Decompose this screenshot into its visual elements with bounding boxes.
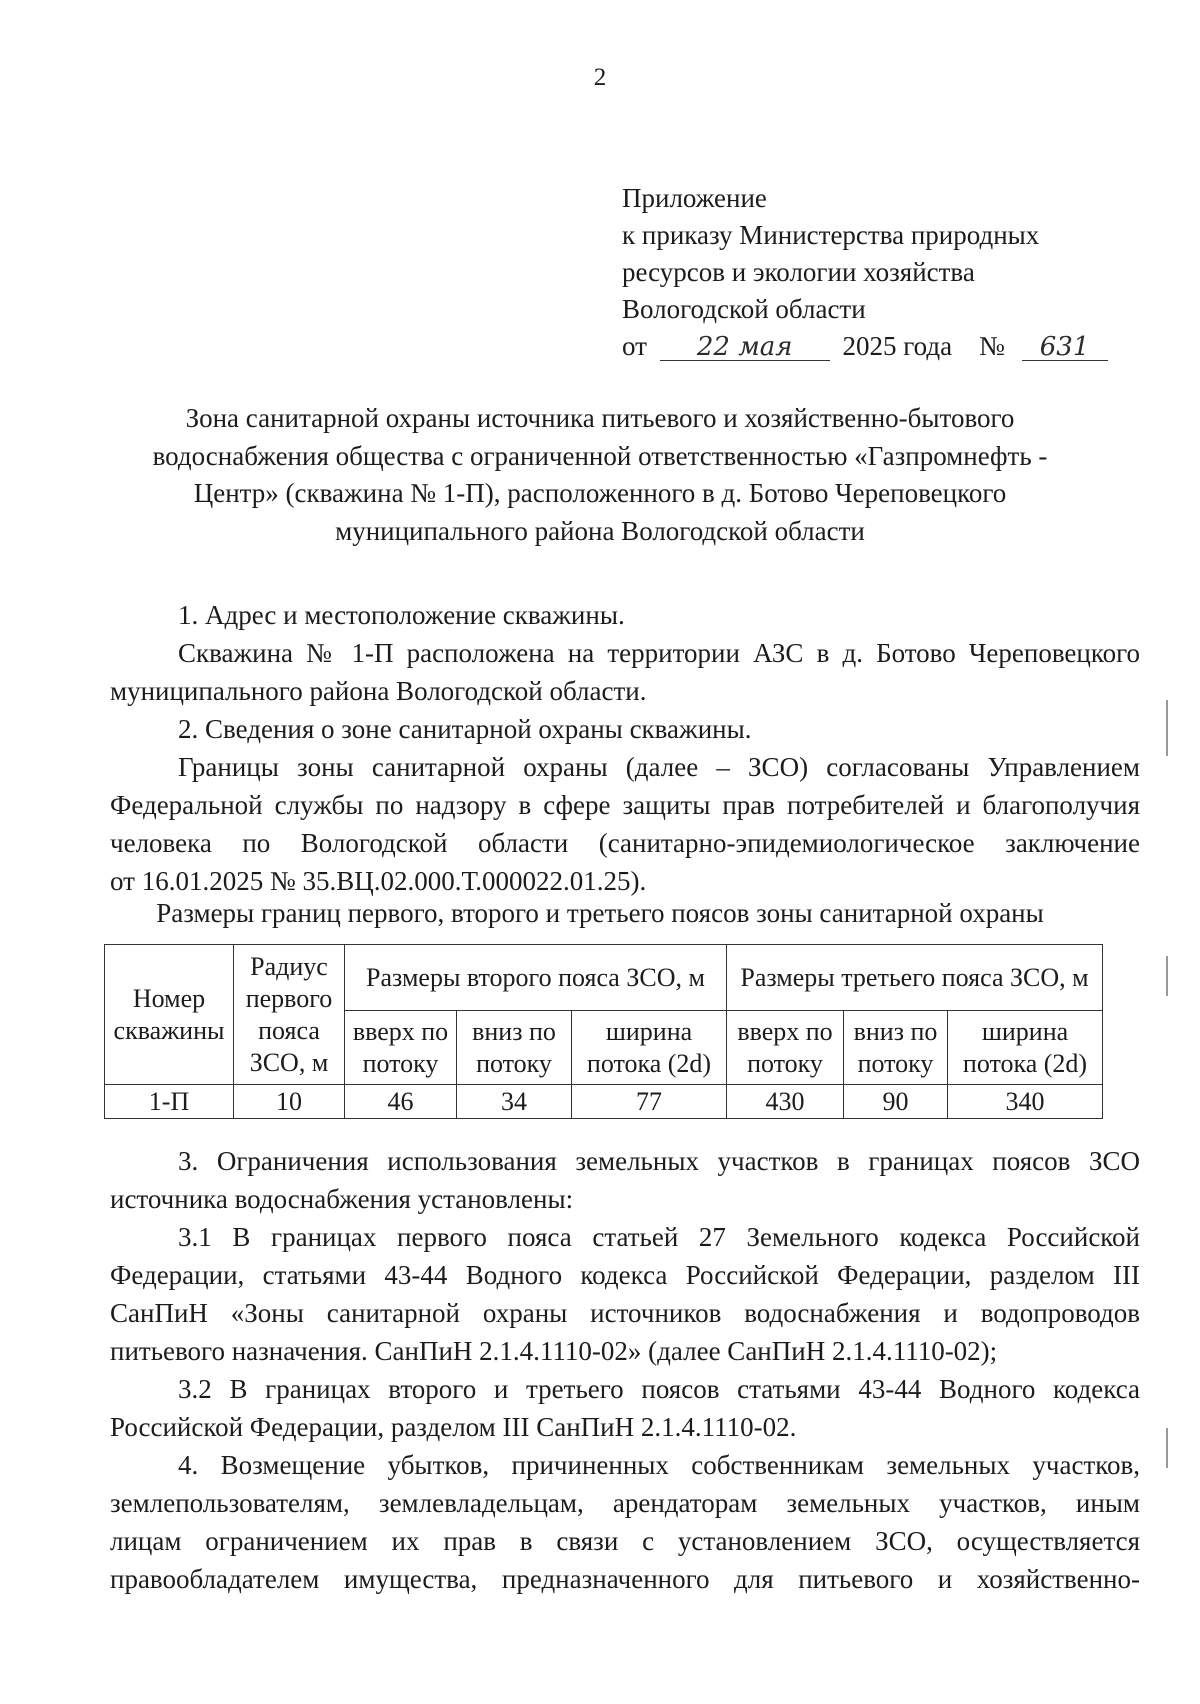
table-header-row [105,945,1103,1011]
header-upstream: вверх по потоку [345,1011,457,1085]
paragraph-line: муниципального района Вологодской области. [110,676,647,706]
year-text: 2025 года [842,331,953,361]
page-number: 2 [593,64,607,91]
scan-artifact-line [1166,956,1168,996]
appendix-line: ресурсов и экологии хозяйства [622,257,975,287]
cell-radius: 10 [234,1085,345,1119]
paragraph-line: Российской Федерации, разделом III СанПиН 2.1.4.1110-02. [110,1412,797,1442]
document-title [100,400,1100,550]
paragraph-line: 4. Возмещение убытков, причиненных собственникам земельных участков, [178,1450,1140,1480]
handwritten-date: 22 мая [660,334,830,361]
paragraph-line: землепользователям, землевладельцам, арендаторам земельных участков, иным [110,1488,1140,1518]
appendix-title: Приложение [622,183,767,213]
header-downstream: вниз по потоку [457,1011,572,1085]
appendix-date-line [622,328,1108,365]
paragraph-line: Федерации, статьями 43-44 Водного кодекса Российской Федерации, разделом III [110,1260,1140,1290]
section-1 [110,596,1140,900]
title-line: Зона санитарной охраны источника питьевого и хозяйственно-бытового [185,403,1015,433]
cell-z3-up: 430 [727,1085,844,1119]
paragraph-line: 3. Ограничения использования земельных участков в границах поясов ЗСО [178,1146,1140,1176]
cell-z2-down: 34 [457,1085,572,1119]
header-upstream: вверх по потоку [727,1011,844,1085]
paragraph-line: Скважина № 1-П расположена на территории АЗС в д. Ботово Череповецкого [178,638,1140,668]
paragraph-line: правообладателем имущества, предназначенного для питьевого и хозяйственно- [110,1564,1140,1594]
paragraph-line: от 16.01.2025 № 35.ВЦ.02.000.Т.000022.01.25). [110,866,647,896]
header-width: ширина потока (2d) [948,1011,1103,1085]
title-line: водоснабжения общества с ограниченной ответственностью «Газпромнефть - [152,440,1048,471]
header-well-number: Номер скважины [105,945,234,1085]
scan-artifact-line [1166,700,1168,756]
appendix-block [622,180,1108,365]
paragraph-line: источника водоснабжения установлены: [110,1184,574,1214]
appendix-line: Вологодской области [622,294,866,324]
header-downstream: вниз по потоку [844,1011,948,1085]
appendix-line: к приказу Министерства природных [622,220,1040,250]
paragraph-line: человека по Вологодской области (санитарно-эпидемиологическое заключение [110,828,1140,858]
table-caption: Размеры границ первого, второго и третьего поясов зоны санитарной охраны [156,898,1044,928]
paragraph-line: СанПиН «Зоны санитарной охраны источников водоснабжения и водопроводов [110,1298,1140,1328]
cell-z2-width: 77 [572,1085,727,1119]
paragraph-line: 3.2 В границах второго и третьего поясов статьями 43-44 Водного кодекса [178,1374,1140,1404]
date-prefix: от [622,331,647,361]
section-3 [110,1142,1140,1598]
header-width: ширина потока (2d) [572,1011,727,1085]
cell-z3-down: 90 [844,1085,948,1119]
cell-z3-width: 340 [948,1085,1103,1119]
section-heading: 1. Адрес и местоположение скважины. [178,600,625,630]
zso-table [104,944,1103,1119]
title-line: муниципального района Вологодской области [335,515,865,546]
paragraph-line: Федеральной службы по надзору в сфере защиты прав потребителей и благополучия [110,790,1140,820]
header-second-zone: Размеры второго пояса ЗСО, м [345,945,727,1011]
paragraph-line: 3.1 В границах первого пояса статьей 27 Земельного кодекса Российской [178,1222,1140,1252]
handwritten-number: 631 [1022,334,1108,361]
cell-well: 1-П [105,1085,234,1119]
header-radius: Радиус первого пояса ЗСО, м [234,945,345,1085]
number-sign: № [979,331,1005,361]
scan-artifact-line [1166,1428,1168,1468]
table-row [105,1085,1103,1119]
title-line: Центр» (скважина № 1-П), расположенного в д. Ботово Череповецкого [193,478,1007,508]
paragraph-line: Границы зоны санитарной охраны (далее – ЗСО) согласованы Управлением [178,752,1140,782]
header-third-zone: Размеры третьего пояса ЗСО, м [727,945,1103,1011]
paragraph-line: питьевого назначения. СанПиН 2.1.4.1110-02» (далее СанПиН 2.1.4.1110-02); [110,1336,998,1366]
section-heading: 2. Сведения о зоне санитарной охраны скважины. [178,714,752,744]
cell-z2-up: 46 [345,1085,457,1119]
paragraph-line: лицам ограничением их прав в связи с установлением ЗСО, осуществляется [110,1526,1140,1556]
